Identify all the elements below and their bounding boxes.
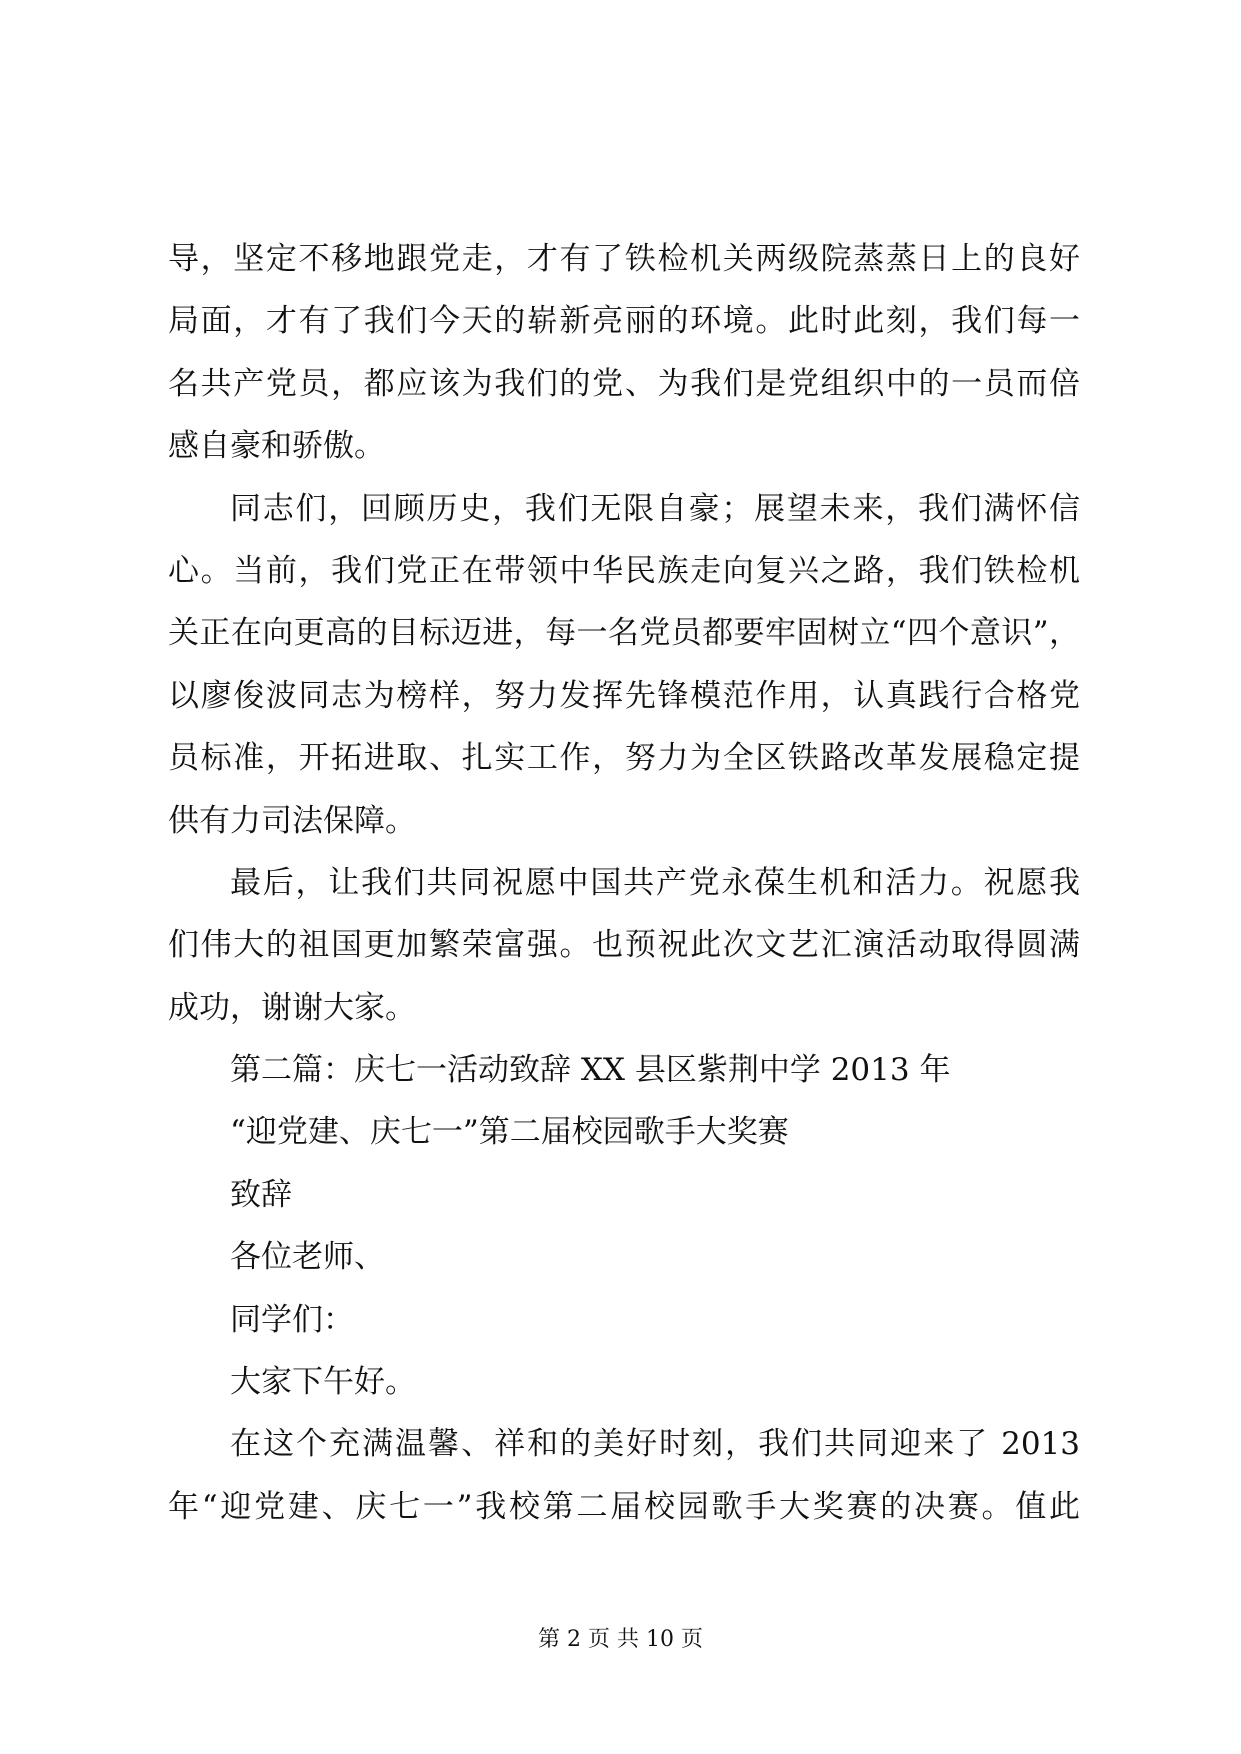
text-line: 关正在向更高的目标迈进，每一名党员都要牢固树立“四个意识”， — [168, 615, 1080, 652]
text-line: 同志们，回顾历史，我们无限自豪；展望未来，我们满怀信 — [230, 490, 1080, 527]
page-number: 第 2 页 共 10 页 — [538, 1627, 703, 1652]
text-line: 各位老师、 — [230, 1239, 385, 1276]
body-text — [168, 228, 1080, 1538]
text-line: 心。当前，我们党正在带领中华民族走向复兴之路，我们铁检机 — [168, 552, 1080, 589]
text-line: 名共产党员，都应该为我们的党、为我们是党组织中的一员而倍 — [168, 365, 1080, 402]
text-line: 供有力司法保障。 — [168, 802, 416, 839]
text-line: 员标准，开拓进取、扎实工作，努力为全区铁路改革发展稳定提 — [168, 740, 1080, 777]
text-line: “迎党建、庆七一”第二届校园歌手大奖赛 — [230, 1114, 789, 1151]
text-line: 局面，才有了我们今天的崭新亮丽的环境。此时此刻，我们每一 — [168, 303, 1080, 340]
text-line: 致辞 — [230, 1176, 292, 1213]
text-line: 导，坚定不移地跟党走，才有了铁检机关两级院蒸蒸日上的良好 — [168, 241, 1080, 277]
text-line: 在这个充满温馨、祥和的美好时刻，我们共同迎来了 2013 — [230, 1426, 1080, 1463]
text-line: 感自豪和骄傲。 — [168, 428, 385, 465]
section-heading: 第二篇：庆七一活动致辞 XX 县区紫荆中学 2013 年 — [230, 1052, 951, 1089]
text-line: 们伟大的祖国更加繁荣富强。也预祝此次文艺汇演活动取得圆满 — [168, 927, 1080, 964]
text-line: 年“迎党建、庆七一”我校第二届校园歌手大奖赛的决赛。值此 — [168, 1488, 1080, 1525]
text-line: 最后，让我们共同祝愿中国共产党永葆生机和活力。祝愿我 — [230, 864, 1080, 901]
text-line: 以廖俊波同志为榜样，努力发挥先锋模范作用，认真践行合格党 — [168, 677, 1080, 714]
text-line: 大家下午好。 — [230, 1364, 416, 1401]
text-line: 同学们： — [230, 1301, 354, 1338]
text-line: 成功，谢谢大家。 — [168, 989, 416, 1026]
